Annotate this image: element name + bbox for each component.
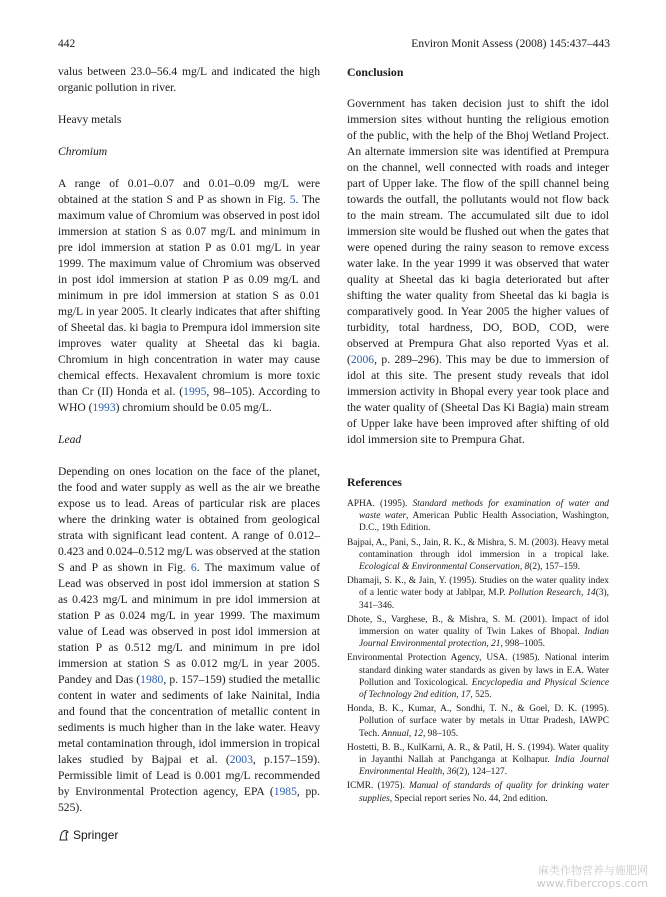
citation-link-bajpai[interactable]: 2003 (229, 753, 253, 766)
intro-paragraph: valus between 23.0–56.4 mg/L and indicated the high organic pollution in river. (58, 65, 320, 94)
right-column (347, 64, 609, 807)
conclusion-paragraph: Government has taken decision just to shift the idol immersion sites without hunting the religious emotion of the public, with the help of the Bhoj Wetland Project. An alternate immersion site was identified at Prempura on the channel, well connected with roads and integer part of Upper lake. The flow of the spill channel being towards the outfall, the pollutants would not flow back to the main stream. The accumulated silt due to idol immersion site would be flushed out when the gates that were opened during the rainy season to remove excess water lake. In the year 1999 it was observed that water quality at Sheetal das ki bagia deteriorated but after shifting the water quality from Sheetal das ki bagia is comparatively good. In Year 2005 the higher values of turbidity, total hardness, DO, BOD, COD, were observed at Prempura Ghat also reported Vyas et al. (2006, p. 289–296). This may be due to immersion of idol at this site. The present study reveals that idol immersion activity in Bhopal every year took place and the water quality of (Sheetal Das Ki Bagia) main stream of Upper lake have been improved after shifting of old idol immersion site to Prempura Ghat. (347, 97, 609, 446)
reference-item: APHA. (1995). Standard methods for examination of water and waste water, American Public Health Association, Washington, D.C., 19th Edition. (347, 499, 609, 534)
reference-item: ICMR. (1975). Manual of standards of quality for drinking water supplies, Special report series No. 44, 2nd edition. (347, 781, 609, 804)
section-heading-references: References (347, 475, 402, 489)
publisher-name: Springer (73, 828, 119, 842)
page-number: 442 (58, 38, 76, 50)
figure-link-5[interactable]: 5 (289, 193, 296, 206)
citation-link-vyas[interactable]: 2006 (350, 353, 375, 366)
reference-item: Environmental Protection Agency, USA. (1985). National interim standard dinking water standards as given by laws in E.A. Water Pollution and Toxicological. Encyclopedia and Physical Science of Technology 2nd edition, 17, 525. (347, 653, 609, 701)
reference-item: Bajpai, A., Pani, S., Jain, R. K., & Mishra, S. M. (2003). Heavy metal contamination through idol immersion in a tropical lake. Ecological & Environmental Conservation, 8(2), 157–159. (347, 537, 609, 573)
figure-link-6[interactable]: 6 (190, 561, 197, 574)
citation-link-who[interactable]: 1993 (92, 401, 116, 414)
reference-item: Dhamaji, S. K., & Jain, Y. (1995). Studies on the water quality index of a lentic water body at Jablpar, M.P. Pollution Research, 14(3), 341–346. (347, 576, 609, 611)
lead-paragraph: Depending on ones location on the face of the planet, the food and water supply as well as the air we breathe expose us to lead. Areas of particular risk are places where the drinking water is obtained from geological strata with significant lead content. A range of 0.012–0.423 and 0.024–0.512 mg/L was observed at the station S and P as shown in Fig. 6. The maximum value of Lead was observed in post idol immersion at station S as 0.423 mg/L and minimum in pre idol immersion at station P as 0.024 mg/L in year 1999. The maximum value of Lead was observed in post idol immersion at station P as 0.512 mg/L and minimum in pre idol immersion at station S as 0.012 mg/L in year 2005. Pandey and Das (1980, p. 157–159) studied the metallic content in water and sediments of lake Nainital, India and found that the concentration of metallic content in sediments is much higher than in the lake water. Heavy metal contamination through, idol immersion in tropical lakes studied by Bajpai et al. (2003, p.157–159). Permissible limit of Lead is 0.001 mg/L recommended by Environmental Protection agency, EPA (1985, pp. 525). (58, 465, 320, 814)
citation-link-epa[interactable]: 1985 (273, 785, 297, 798)
citation-link-honda[interactable]: 1995 (183, 385, 207, 398)
citation-link-pandey[interactable]: 1980 (140, 673, 164, 686)
reference-item: Hostetti, B. B., KulKarni, A. R., & Patil, H. S. (1994). Water quality in Jayanthi Nallah at Panchganga at Kolhapur. India Journal Environmental Health, 36(2), 124–127. (347, 742, 609, 778)
reference-item: Dhote, S., Varghese, B., & Mishra, S. M. (2001). Impact of idol immersion on water quality of Twin Lakes of Bhopal. Indian Journal Environmental protection, 21, 998–1005. (347, 614, 609, 650)
watermark-line-1: 麻类作物营养与施肥网 (538, 864, 648, 877)
subheading-lead: Lead (58, 433, 82, 446)
subheading-chromium: Chromium (58, 145, 108, 158)
running-header (58, 38, 610, 54)
chromium-paragraph: A range of 0.01–0.07 and 0.01–0.09 mg/L were obtained at the station S and P as shown in Fig. 5. The maximum value of Chromium was observed in post idol immersion at station S as 0.07 mg/L and minimum in pre idol immersion at station P as 0.01 mg/L in year 1999. The maximum value of Chromium was observed in post idol immersion at station P as 0.09 mg/L and minimum in pre idol immersion at station S as 0.01 mg/L in year 2005. It clearly indicates that after shifting of Sheetal das. ki bagia to Prempura idol immersion site improves water quality at Sheetal das ki bagia. Chromium in high concentration in water may cause chemical effects. Hexavalent chromium is more toxic than Cr (II) Honda et al. (1995, 98–105). According to WHO (1993) chromium should be 0.05 mg/L. (58, 177, 320, 414)
publisher-footer (58, 828, 118, 842)
journal-citation: Environ Monit Assess (2008) 145:437–443 (411, 38, 610, 50)
watermark-line-2: www.fibercrops.com (536, 877, 648, 890)
section-heading-heavy-metals: Heavy metals (58, 113, 122, 126)
left-column (58, 64, 320, 816)
springer-horse-icon (58, 829, 70, 841)
site-watermark (537, 864, 648, 890)
reference-item: Honda, B. K., Kumar, A., Sondhi, T. N., & Goel, D. K. (1995). Pollution of surface water by metals in Uttar Pradesh, IAWPC Tech. Annual, 12, 98–105. (347, 704, 609, 739)
reference-list (347, 498, 609, 805)
section-heading-conclusion: Conclusion (347, 65, 404, 79)
